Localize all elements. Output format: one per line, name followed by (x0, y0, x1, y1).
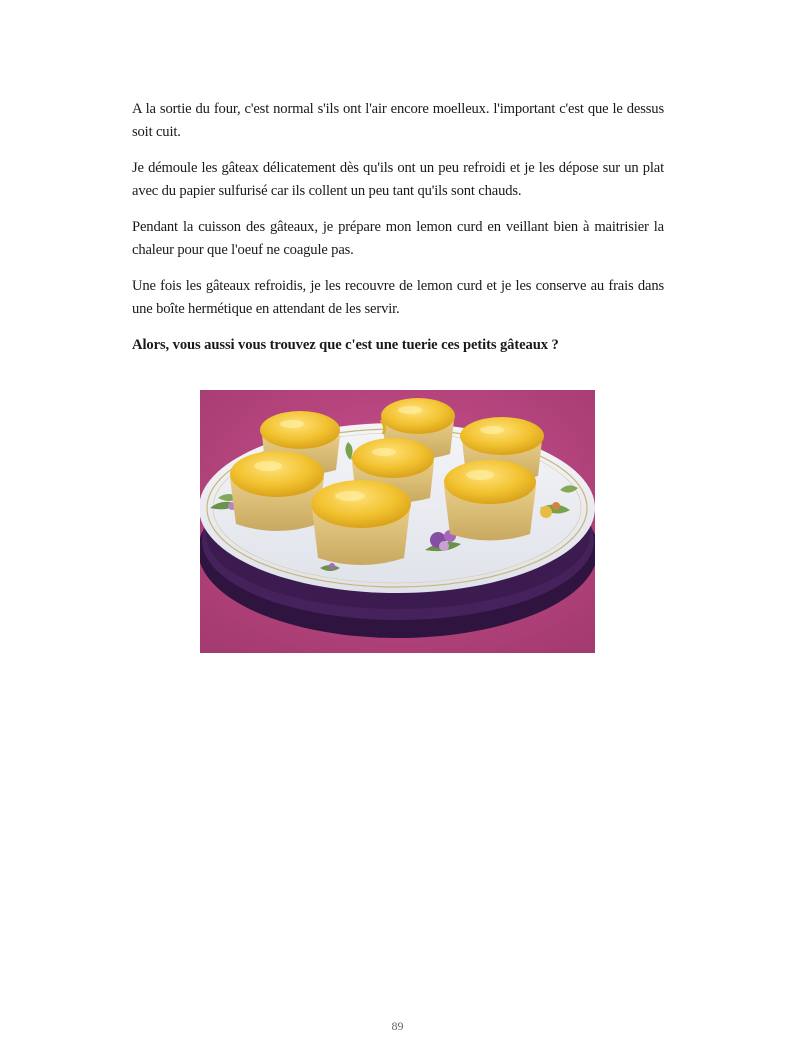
paragraph-lemon-curd: Pendant la cuisson des gâteaux, je prépare mon lemon curd en veillant bien à maitrisier la chaleur pour que l'oeuf ne coagule pas. (132, 219, 664, 258)
paragraph-oven: A la sortie du four, c'est normal s'ils ont l'air encore moelleux. l'important c'est que le dessus soit cuit. (132, 101, 664, 140)
paragraph-serve: Une fois les gâteaux refroidis, je les recouvre de lemon curd et je les conserve au frais dans une boîte hermétique en attendant de les servir. (132, 278, 664, 317)
paragraph-unmold: Je démoule les gâteax délicatement dès qu'ils ont un peu refroidi et je les dépose sur un plat avec du papier sulfurisé car ils collent un peu tant qu'ils sont chauds. (132, 160, 664, 199)
page-number: 89 (391, 1019, 404, 1033)
cakes-photo (200, 390, 595, 653)
closing-question: Alors, vous aussi vous trouvez que c'est une tuerie ces petits gâteaux ? (132, 337, 559, 353)
page-body (132, 98, 664, 371)
